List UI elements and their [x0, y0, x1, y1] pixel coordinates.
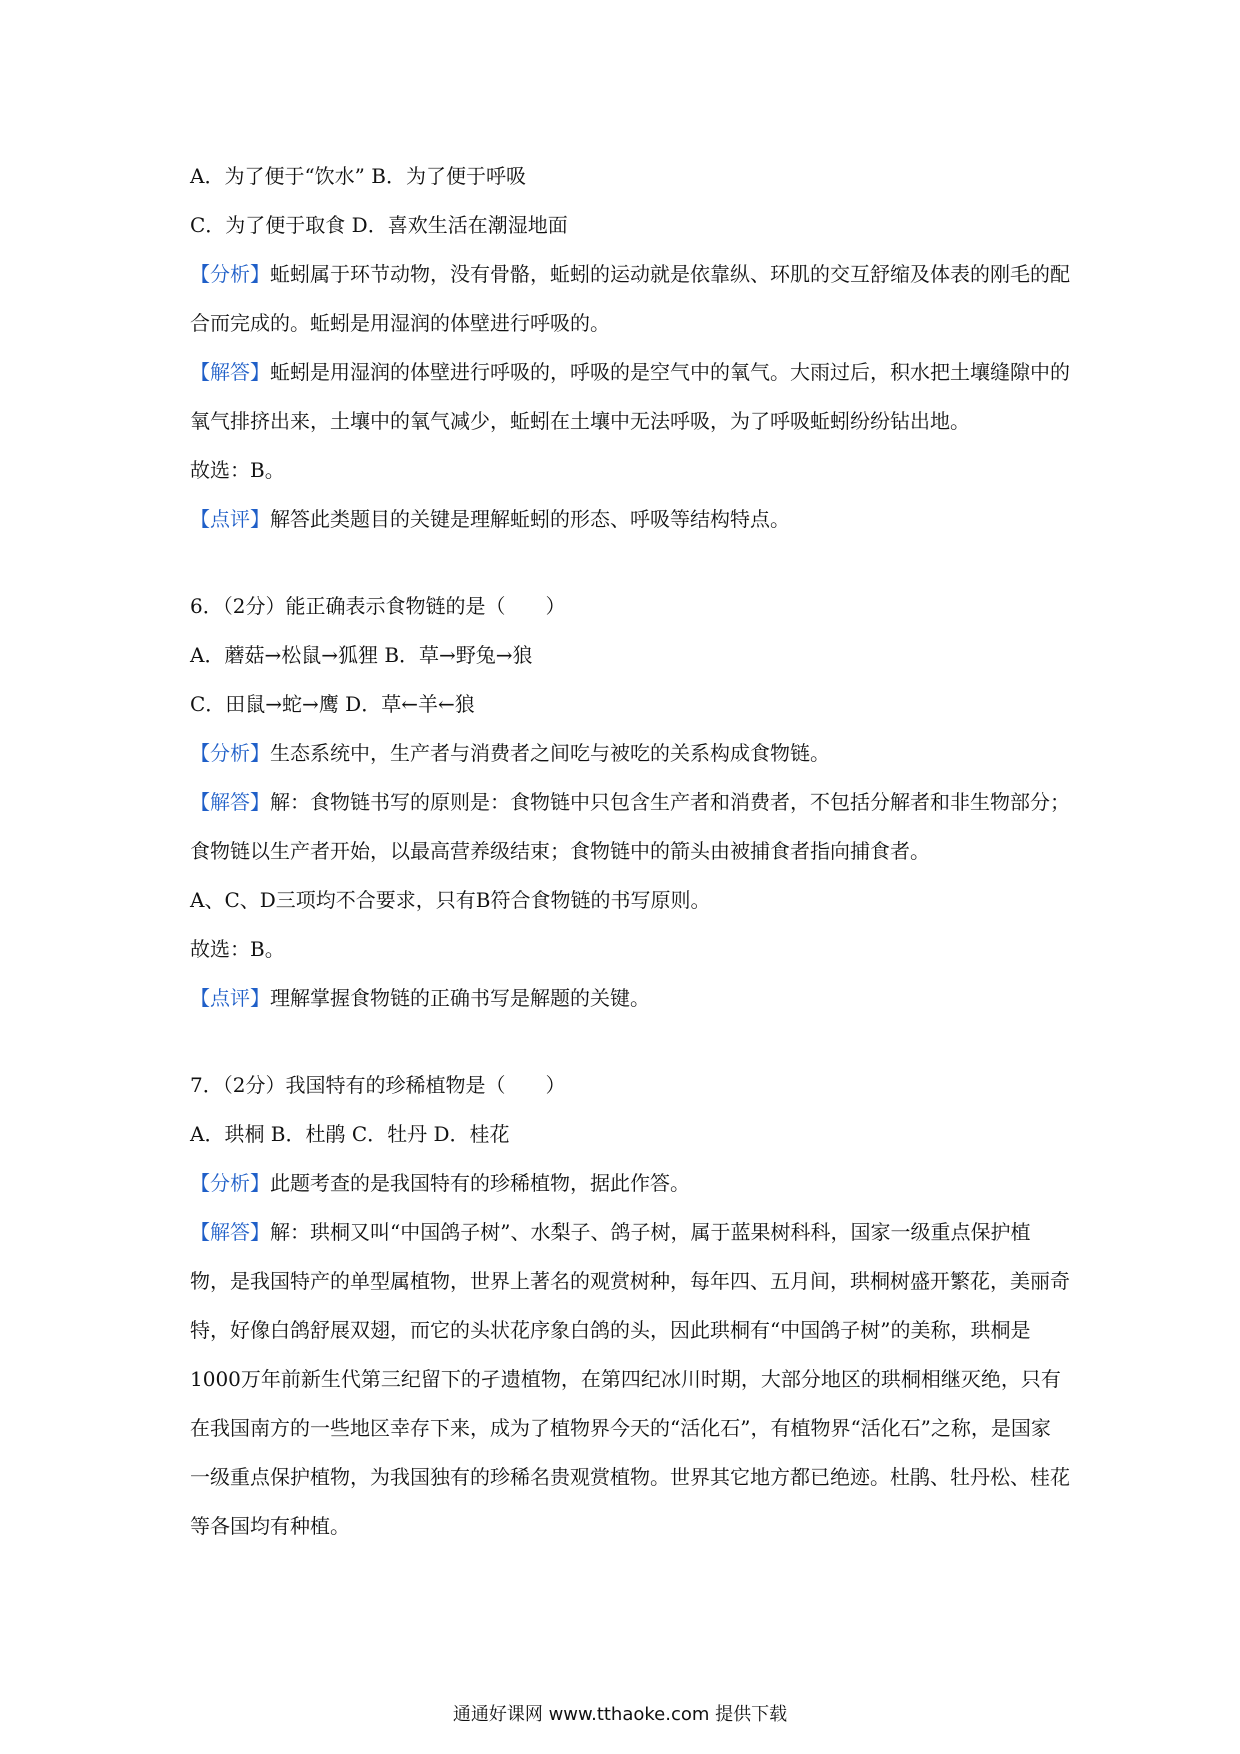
q6-analysis-text: 生态系统中，生产者与消费者之间吃与被吃的关系构成食物链。: [270, 741, 830, 765]
q5-comment-text: 解答此类题目的关键是理解蚯蚓的形态、呼吸等结构特点。: [270, 507, 790, 531]
q6-choice: 故选：B。: [190, 937, 285, 961]
q7-analysis: [190, 1159, 1070, 1208]
q7-question: 7．（2分）我国特有的珍稀植物是（ ）: [190, 1073, 566, 1097]
q5-choice: 故选：B。: [190, 458, 285, 482]
q5-analysis-text: 蚯蚓属于环节动物，没有骨骼，蚯蚓的运动就是依靠纵、环肌的交互舒缩及体表的刚毛的配合而完成的。蚯蚓是用湿润的体壁进行呼吸的。: [190, 262, 1070, 335]
q6-answer-extra: A、C、D三项均不合要求，只有B符合食物链的书写原则。: [190, 888, 711, 912]
q6-comment: [190, 974, 1070, 1023]
q6-question: 6．（2分）能正确表示食物链的是（ ）: [190, 594, 566, 618]
q5-analysis: [190, 250, 1070, 348]
q6-analysis: [190, 729, 1070, 778]
page-footer: 通通好课网 www.tthaoke.com 提供下载: [452, 1704, 788, 1725]
q7-answer: [190, 1208, 1070, 1551]
q5-answer-text: 蚯蚓是用湿润的体壁进行呼吸的，呼吸的是空气中的氧气。大雨过后，积水把土壤缝隙中的氧气排挤出来，土壤中的氧气减少，蚯蚓在土壤中无法呼吸，为了呼吸蚯蚓纷纷钻出地。: [190, 360, 1070, 433]
q6-option-ab: A．蘑菇→松鼠→狐狸 B．草→野兔→狼: [190, 643, 533, 667]
analysis-tag: 【分析】: [190, 741, 270, 765]
q7-options: A．珙桐 B．杜鹃 C．牡丹 D．桂花: [190, 1122, 510, 1146]
q6-answer: [190, 778, 1070, 876]
q5-comment: [190, 495, 1070, 544]
comment-tag: 【点评】: [190, 507, 270, 531]
q7-analysis-text: 此题考查的是我国特有的珍稀植物，据此作答。: [270, 1171, 690, 1195]
q5-option-cd: C．为了便于取食 D．喜欢生活在潮湿地面: [190, 213, 568, 237]
comment-tag: 【点评】: [190, 986, 270, 1010]
q7-answer-text: 解：珙桐又叫“中国鸽子树”、水梨子、鸽子树，属于蓝果树科科，国家一级重点保护植物，是我国特产的单型属植物，世界上著名的观赏树种，每年四、五月间，珙桐树盛开繁花，美丽奇特，好像白鸽舒展双翅，而它的头状花序象白鸽的头，因此珙桐有“中国鸽子树”的美称，珙桐是1000万年前新生代第三纪留下的孑遗植物，在第四纪冰川时期，大部分地区的珙桐相继灭绝，只有在我国南方的一些地区幸存下来，成为了植物界今天的“活化石”，有植物界“活化石”之称，是国家一级重点保护植物，为我国独有的珍稀名贵观赏植物。世界其它地方都已绝迹。杜鹃、牡丹松、桂花等各国均有种植。: [190, 1220, 1070, 1538]
q5-answer: [190, 348, 1070, 446]
answer-tag: 【解答】: [190, 790, 270, 814]
q5-option-ab: A．为了便于“饮水” B．为了便于呼吸: [190, 164, 526, 188]
analysis-tag: 【分析】: [190, 1171, 270, 1195]
q6-option-cd: C．田鼠→蛇→鹰 D．草←羊←狼: [190, 692, 475, 716]
answer-tag: 【解答】: [190, 360, 270, 384]
q6-answer-text: 解：食物链书写的原则是：食物链中只包含生产者和消费者，不包括分解者和非生物部分；食物链以生产者开始，以最高营养级结束；食物链中的箭头由被捕食者指向捕食者。: [190, 790, 1070, 863]
answer-tag: 【解答】: [190, 1220, 270, 1244]
q6-comment-text: 理解掌握食物链的正确书写是解题的关键。: [270, 986, 650, 1010]
document-content: [190, 152, 1070, 1551]
analysis-tag: 【分析】: [190, 262, 270, 286]
